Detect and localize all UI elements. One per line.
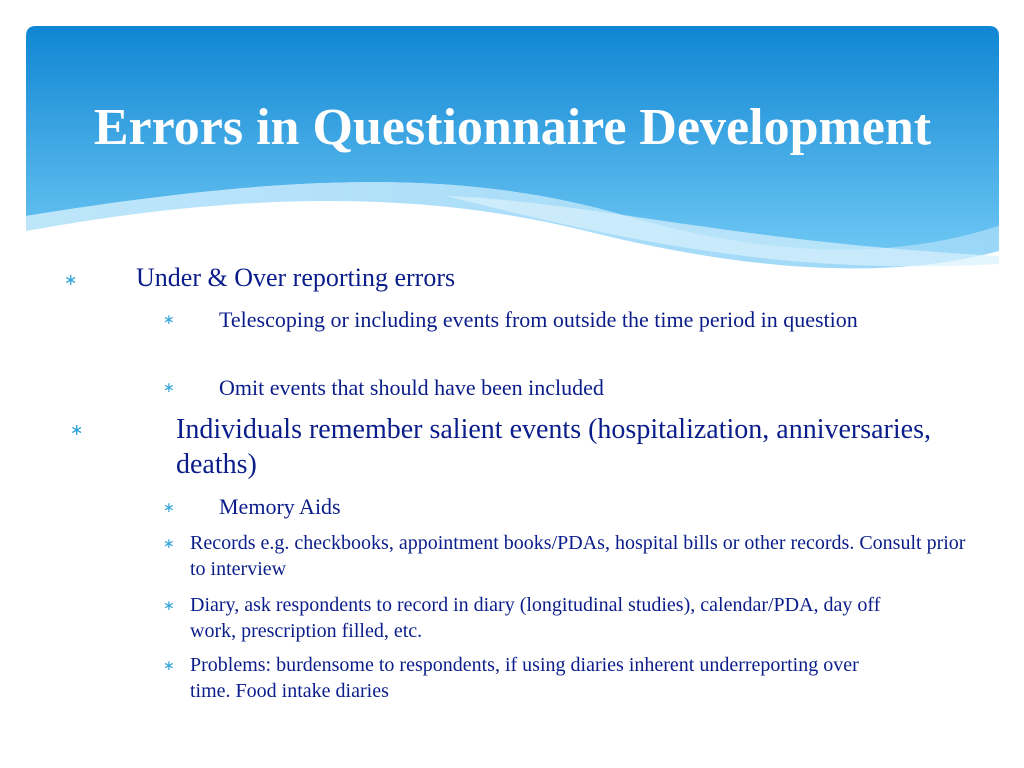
- asterisk-icon: ∗: [163, 598, 175, 614]
- asterisk-icon: ∗: [163, 536, 175, 552]
- bullet-text: Records e.g. checkbooks, appointment books/PDAs, hospital bills or other records. Consult prior to interview: [190, 532, 966, 580]
- bullet-text: Telescoping or including events from outside the time period in question: [219, 307, 858, 332]
- asterisk-icon: ∗: [70, 420, 84, 439]
- asterisk-icon: ∗: [163, 500, 175, 516]
- bullet-text: Problems: burdensome to respondents, if using diaries inherent underreporting over time. Food intake diaries: [190, 654, 859, 702]
- asterisk-icon: ∗: [163, 658, 175, 674]
- bullet-text: Memory Aids: [219, 494, 341, 519]
- bullet-text: Individuals remember salient events (hospitalization, anniversaries, deaths): [176, 414, 931, 480]
- asterisk-icon: ∗: [163, 380, 175, 396]
- asterisk-icon: ∗: [64, 270, 78, 289]
- bullet-text: Omit events that should have been included: [219, 375, 604, 400]
- bullet-text: Under & Over reporting errors: [136, 263, 456, 292]
- slide-title: Errors in Questionnaire Development: [93, 99, 932, 156]
- bullet-text: Diary, ask respondents to record in diary (longitudinal studies), calendar/PDA, day off work, prescription filled, etc.: [190, 594, 881, 642]
- asterisk-icon: ∗: [163, 312, 175, 328]
